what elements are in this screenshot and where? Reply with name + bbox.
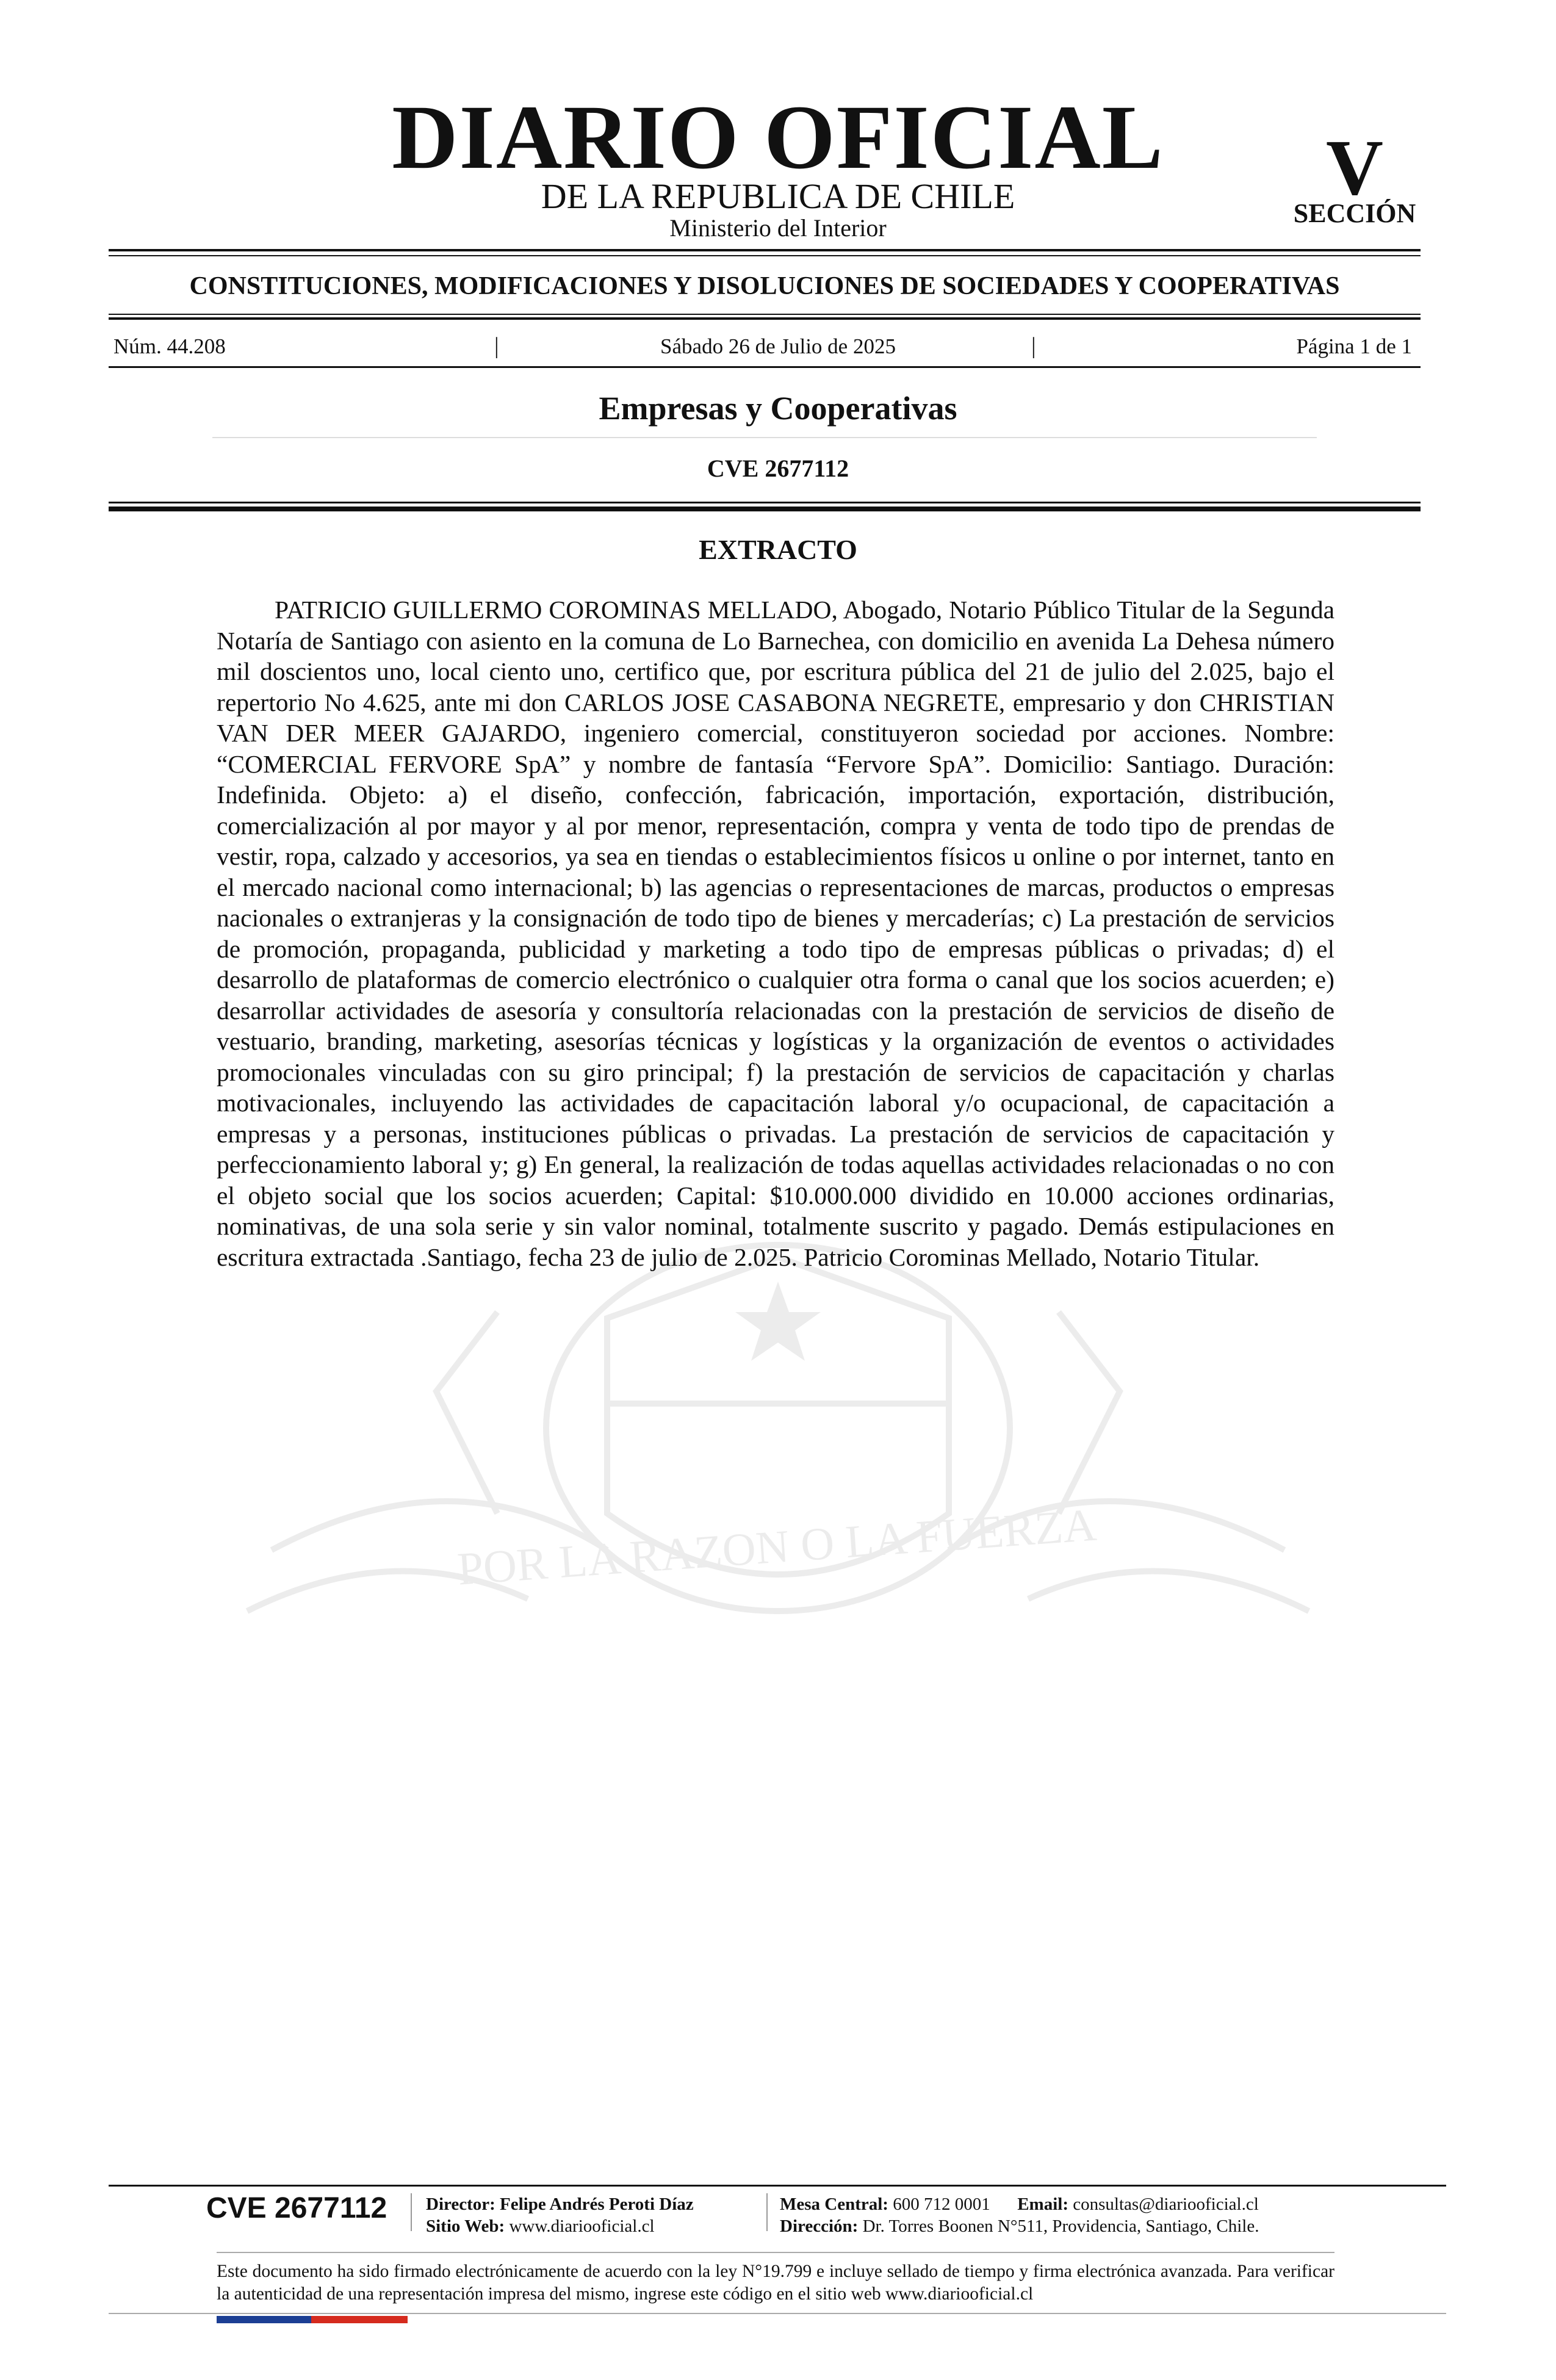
- category-rule-thin: [109, 314, 1421, 315]
- issue-separator: |: [494, 333, 499, 359]
- footer-divider: [411, 2193, 412, 2231]
- category-heading: CONSTITUCIONES, MODIFICACIONES Y DISOLUCIONES DE SOCIEDADES Y COOPERATIVAS: [189, 272, 1340, 300]
- signature-notice: Este documento ha sido firmado electrónicamente de acuerdo con la ley N°19.799 e incluye sellado de tiempo y firma electrónica avanzada. Para verificar la autenticidad de una representación impresa del mismo, ingrese este código en el sitio web www.diariooficial.cl: [217, 2262, 1334, 2304]
- cve-rule-thin: [109, 502, 1421, 503]
- flag-stripe-red: [311, 2316, 408, 2323]
- issue-number: Núm. 44.208: [113, 334, 226, 358]
- footer-contact: [780, 2196, 1259, 2213]
- page-number: Página 1 de 1: [1296, 334, 1412, 358]
- issue-separator: |: [1031, 333, 1036, 359]
- website-link[interactable]: www.diariooficial.cl: [509, 2216, 655, 2236]
- footer-cve-code: CVE 2677112: [206, 2192, 387, 2224]
- footer-director: [426, 2196, 694, 2213]
- watermark-motto: POR LA RAZON O LA FUERZA: [455, 1499, 1098, 1595]
- ministry-label: Ministerio del Interior: [669, 214, 887, 242]
- footer-divider: [766, 2193, 768, 2231]
- cve-code: CVE 2677112: [707, 455, 849, 482]
- section-letter: V: [1326, 124, 1383, 212]
- newspaper-subtitle: DE LA REPUBLICA DE CHILE: [541, 176, 1015, 216]
- phone-number: 600 712 0001: [893, 2194, 990, 2214]
- newspaper-title: DIARIO OFICIAL: [392, 87, 1164, 188]
- director-name: Felipe Andrés Peroti Díaz: [500, 2194, 694, 2214]
- category-rule: [109, 317, 1421, 320]
- footer-bottom-rule: [109, 2313, 1446, 2314]
- footer-address: [780, 2218, 1259, 2235]
- footer-inner-rule: [217, 2252, 1334, 2253]
- header-rule-top: [109, 249, 1421, 251]
- extract-title: EXTRACTO: [699, 534, 857, 565]
- footer-rule: [109, 2185, 1446, 2187]
- director-label: Director:: [426, 2194, 495, 2214]
- extract-body: PATRICIO GUILLERMO COROMINAS MELLADO, Abogado, Notario Público Titular de la Segunda Notaría de Santiago con asiento en la comuna de Lo Barnechea, con domicilio en avenida La Dehesa número mil doscientos uno, local ciento uno, certifico que, por escritura pública del 21 de julio del 2.025, bajo el repertorio No 4.625, ante mi don CARLOS JOSE CASABONA NEGRETE, empresario y don CHRISTIAN VAN DER MEER GAJARDO, ingeniero comercial, constituyeron sociedad por acciones. Nombre: “COMERCIAL FERVORE SpA” y nombre de fantasía “Fervore SpA”. Domicilio: Santiago. Duración: Indefinida. Objeto: a) el diseño, confección, fabricación, importación, exportación, distribución, comercialización al por mayor y al por menor, representación, compra y venta de todo tipo de prendas de vestir, ropa, calzado y accesorios, ya sea en tiendas o establecimientos físicos u online o por internet, tanto en el mercado nacional como internacional; b) las agencias o representaciones de marcas, productos o empresas nacionales o extranjeras y la consignación de todo tipo de bienes y mercaderías; c) La prestación de servicios de promoción, propaganda, publicidad y marketing a todo tipo de empresas públicas o privadas; d) el desarrollo de plataformas de comercio electrónico o cualquier otra forma o canal que los socios acuerden; e) desarrollar actividades de asesoría y consultoría relacionadas con la prestación de servicios de diseño de vestuario, branding, marketing, asesorías técnicas y logísticas y la organización de eventos o actividades promocionales vinculadas con su giro principal; f) la prestación de servicios de capacitación y charlas motivacionales, incluyendo las actividades de capacitación laboral y/o ocupacional, de capacitación a empresas y a personas, instituciones públicas o privadas. La prestación de servicios de capacitación y perfeccionamiento laboral y; g) En general, la realización de todas aquellas actividades relacionadas o no con el objeto social que los socios acuerden; Capital: $10.000.000 dividido en 10.000 acciones ordinarias, nominativas, de una sola serie y sin valor nominal, totalmente suscrito y pagado. Demás estipulaciones en escritura extractada .Santiago, fecha 23 de julio de 2.025. Patricio Corominas Mellado, Notario Titular.: [217, 596, 1334, 1271]
- header-rule-top-thin: [109, 255, 1421, 256]
- subsection-rule: [212, 437, 1317, 438]
- cve-rule-thick: [109, 507, 1421, 511]
- subsection-heading: Empresas y Cooperativas: [599, 390, 957, 427]
- footer-website: [426, 2218, 655, 2235]
- email-label: Email:: [1017, 2194, 1068, 2214]
- phone-label: Mesa Central:: [780, 2194, 888, 2214]
- issue-rule: [109, 366, 1421, 368]
- address-value: Dr. Torres Boonen N°511, Providencia, Santiago, Chile.: [862, 2216, 1259, 2236]
- flag-stripe-blue: [217, 2316, 311, 2323]
- address-label: Dirección:: [780, 2216, 859, 2236]
- section-label: SECCIÓN: [1293, 198, 1416, 228]
- issue-date: Sábado 26 de Julio de 2025: [660, 334, 896, 358]
- website-label: Sitio Web:: [426, 2216, 505, 2236]
- email-link[interactable]: consultas@diariooficial.cl: [1073, 2194, 1259, 2214]
